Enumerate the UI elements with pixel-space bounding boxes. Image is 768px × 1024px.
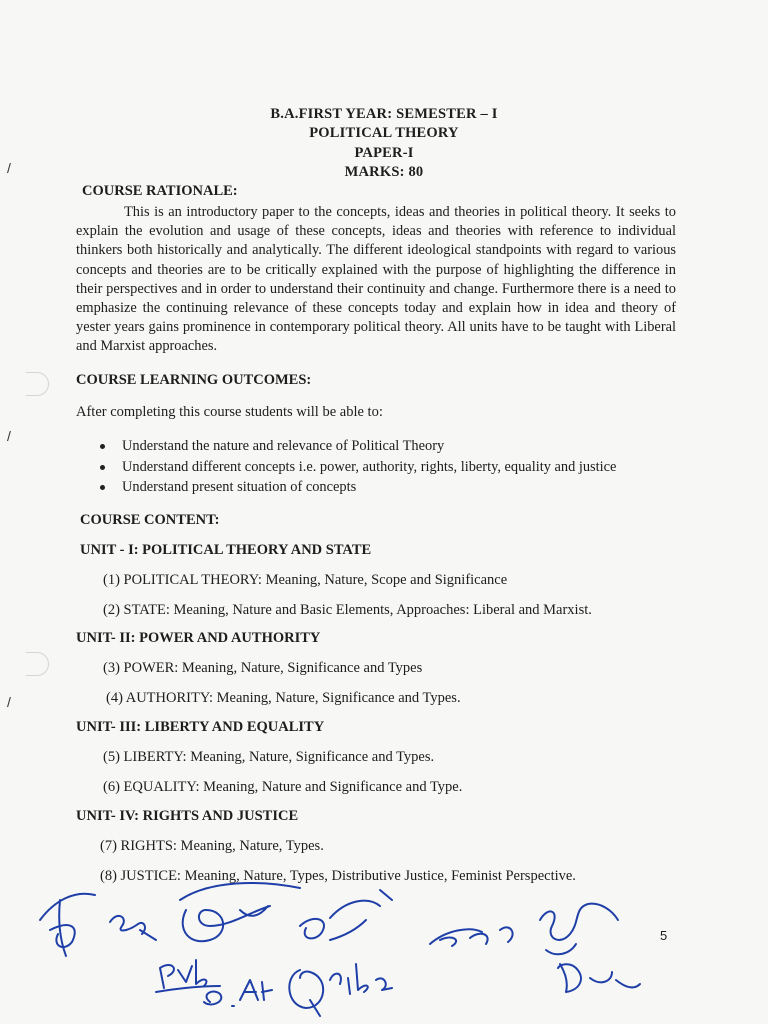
- content-heading: COURSE CONTENT:: [80, 512, 220, 528]
- bullet-icon: [100, 465, 105, 470]
- title-line-3: PAPER-I: [354, 145, 414, 161]
- rationale-paragraph: [76, 203, 676, 357]
- outcomes-list: [98, 436, 616, 498]
- rationale-text: This is an introductory paper to the concepts, ideas and theories in political theory. It seeks to explain the evolution and usage of these concepts, ideas and theories with reference to individual thinkers both historically and analytically. The different ideological standpoints with regard to various concepts and theories are to be critically explained with the purpose of highlighting the difference in their perspectives and in order to understand their continuity and change. Furthermore there is a need to emphasize the continuing relevance of these concepts today and explain how in idea and theory of yester years gains prominence in contemporary political theory. All units have to be taught with Liberal and Marxist approaches.: [76, 204, 676, 355]
- punch-hole-mark: [26, 372, 49, 396]
- unit-2-topic-2: (4) AUTHORITY: Meaning, Nature, Significance and Types.: [106, 690, 461, 706]
- outcomes-heading: COURSE LEARNING OUTCOMES:: [76, 372, 312, 388]
- title-line-1: B.A.FIRST YEAR: SEMESTER – I: [270, 106, 498, 122]
- unit-3-topic-1: (5) LIBERTY: Meaning, Nature, Significance and Types.: [103, 749, 435, 765]
- margin-tick: /: [7, 160, 11, 176]
- unit-2-title: UNIT- II: POWER AND AUTHORITY: [76, 630, 321, 646]
- punch-hole-mark: [26, 652, 49, 676]
- title-line-2: POLITICAL THEORY: [309, 125, 459, 141]
- unit-1-topic-1: (1) POLITICAL THEORY: Meaning, Nature, Scope and Significance: [103, 572, 508, 588]
- bullet-icon: [100, 485, 105, 490]
- page-number: 5: [660, 928, 668, 943]
- unit-4-topic-2: (8) JUSTICE: Meaning, Nature, Types, Distributive Justice, Feminist Perspective.: [100, 868, 576, 884]
- unit-3-title: UNIT- III: LIBERTY AND EQUALITY: [76, 719, 325, 735]
- signatures-image: [0, 860, 768, 1024]
- margin-tick: /: [7, 428, 11, 444]
- list-item: Understand different concepts i.e. power, authority, rights, liberty, equality and justice: [98, 457, 616, 478]
- bullet-icon: [100, 444, 105, 449]
- unit-2-topic-1: (3) POWER: Meaning, Nature, Significance and Types: [103, 660, 423, 676]
- title-line-4: MARKS: 80: [344, 164, 424, 180]
- unit-1-title: UNIT - I: POLITICAL THEORY AND STATE: [80, 542, 372, 558]
- list-item: Understand the nature and relevance of Political Theory: [98, 436, 616, 457]
- list-item: Understand present situation of concepts: [98, 477, 616, 498]
- unit-4-topic-1: (7) RIGHTS: Meaning, Nature, Types.: [100, 838, 324, 854]
- rationale-heading: COURSE RATIONALE:: [82, 183, 238, 199]
- outcomes-intro: After completing this course students will be able to:: [76, 404, 383, 420]
- unit-3-topic-2: (6) EQUALITY: Meaning, Nature and Significance and Type.: [103, 779, 463, 795]
- unit-4-title: UNIT- IV: RIGHTS AND JUSTICE: [76, 808, 299, 824]
- unit-1-topic-2: (2) STATE: Meaning, Nature and Basic Elements, Approaches: Liberal and Marxist.: [103, 602, 592, 618]
- margin-tick: /: [7, 694, 11, 710]
